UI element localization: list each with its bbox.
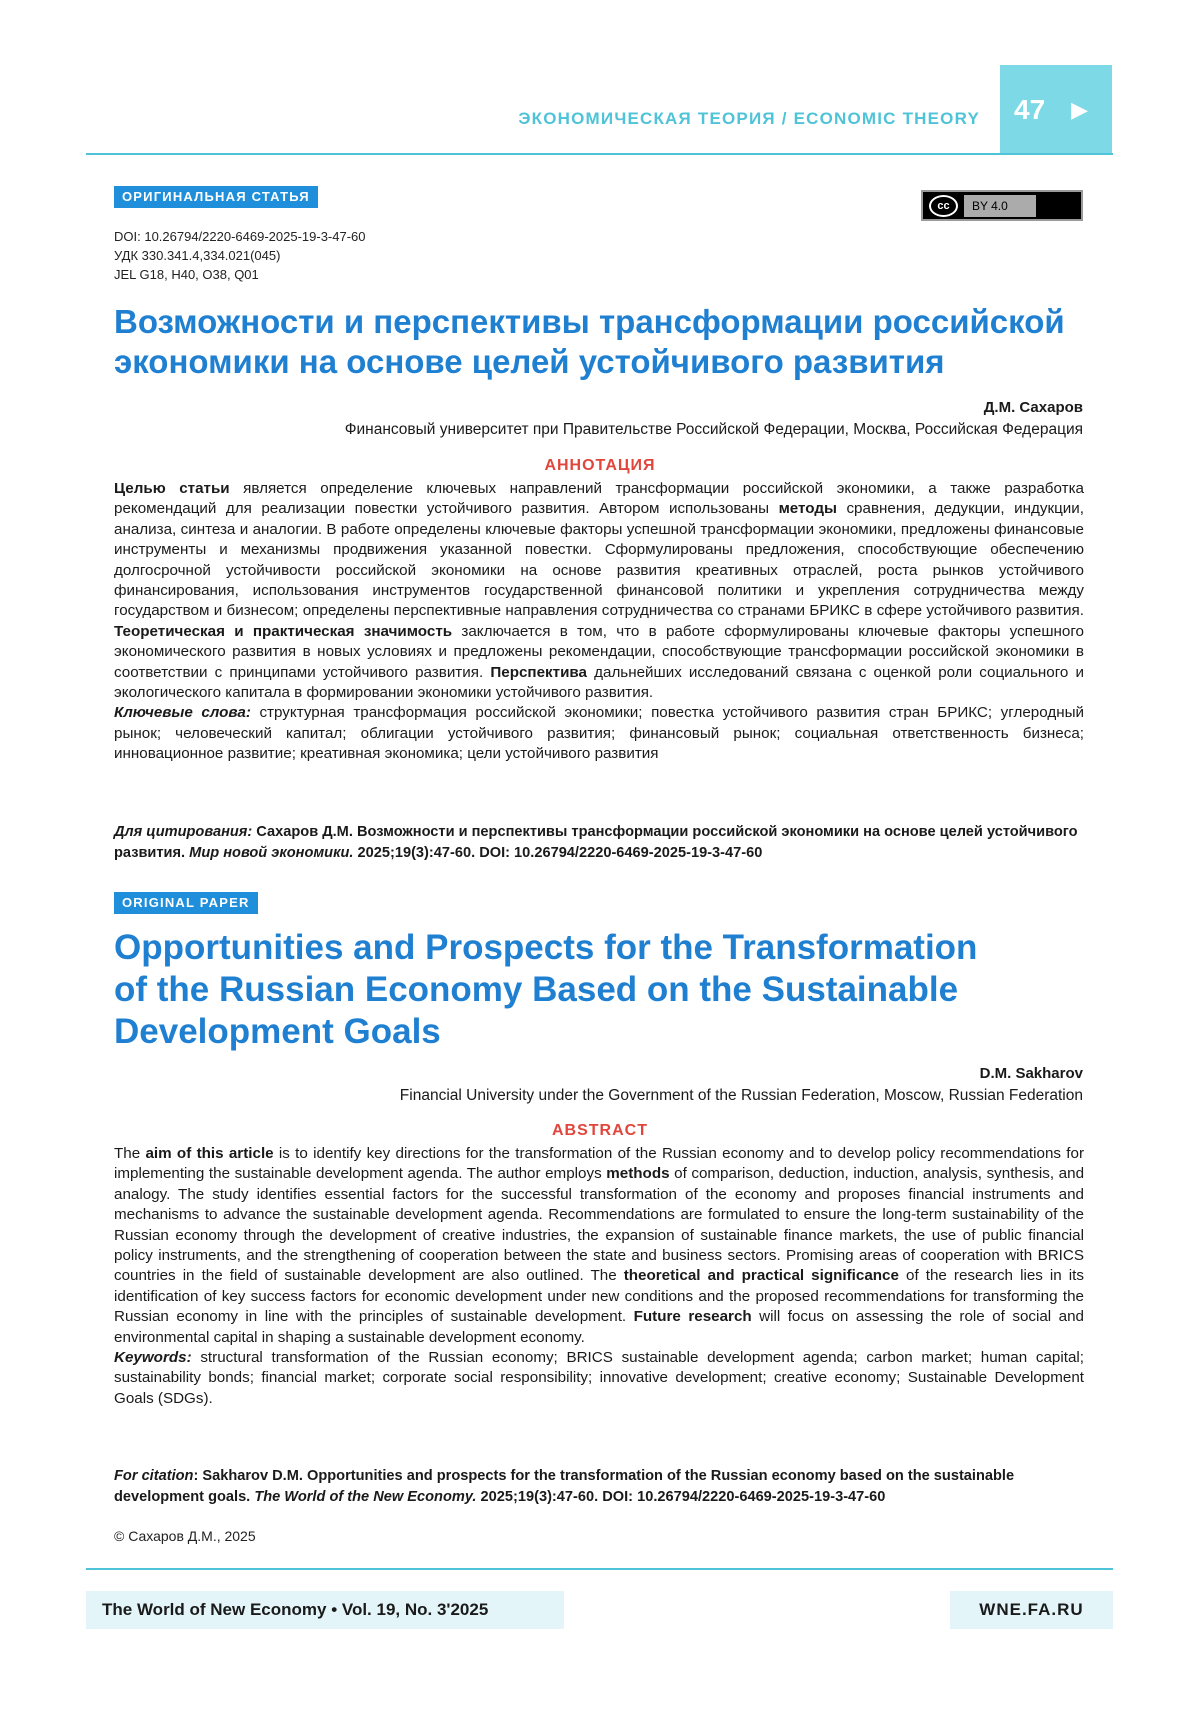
copyright: © Сахаров Д.М., 2025: [114, 1528, 256, 1544]
license-label: BY 4.0: [964, 195, 1036, 217]
title-en-line: Development Goals: [114, 1011, 1104, 1053]
abstract-ru: [114, 479, 1084, 765]
keywords-text: structural transformation of the Russian economy; BRICS sustainable development agenda; carbon market; human capital; sustainability bonds; financial market; corporate social responsibility; innovative development; creative economy; Sustainable Development Goals (SDGs).: [114, 1349, 1084, 1407]
creative-commons-icon: cc: [929, 195, 958, 217]
citation-ru: [114, 822, 1084, 864]
jel: JEL G18, H40, O38, Q01: [114, 265, 366, 284]
citation-label: Для цитирования:: [114, 824, 252, 840]
methods-label: методы: [779, 500, 837, 517]
cc-license-badge[interactable]: [921, 190, 1083, 221]
article-title-en: [114, 927, 1104, 1053]
play-arrow-icon: ▶: [1071, 97, 1088, 123]
future-label: Перспектива: [490, 664, 587, 681]
header-divider: [86, 153, 1113, 155]
significance-label: Теоретическая и практическая значимость: [114, 623, 452, 640]
abstract-text: дальнейших исследований связана с оценкой роли социального и экологического капитала в формировании экономики устойчивого развития.: [114, 664, 1084, 701]
citation-journal: The World of the New Economy.: [254, 1489, 476, 1505]
doi[interactable]: DOI: 10.26794/2220-6469-2025-19-3-47-60: [114, 227, 366, 246]
keywords-label: Keywords:: [114, 1349, 192, 1366]
keywords-label: Ключевые слова:: [114, 704, 251, 721]
article-type-badge-en: ORIGINAL PAPER: [114, 892, 258, 914]
citation-text: : Sakharov D.M. Opportunities and prospects for the transformation of the Russian economy based on the sustainable development goals.: [114, 1468, 1014, 1505]
footer-site-link[interactable]: WNE.FA.RU: [950, 1591, 1113, 1629]
title-ru-line: экономики на основе целей устойчивого развития: [114, 342, 1104, 382]
abstract-text: of comparison, deduction, induction, analysis, synthesis, and analogy. The study identifies essential factors for the successful transformation of the economy and proposes financial instruments and mechanisms to advance the sustainable development agenda. Recommendations are formulated to ensure the long-term sustainability of the Russian economy through the development of creative industries, the expansion of sustainable finance markets, the use of public financial policy instruments, and the strengthening of cooperation between the state and business sectors. Promising areas of cooperation with BRICS countries in the field of sustainable development are also outlined. The: [114, 1165, 1084, 1284]
abstract-text: является определение ключевых направлений трансформации российской экономики, а также разработка рекомендаций для реализации повестки устойчивого развития. Автором использованы: [114, 480, 1084, 517]
udc: УДК 330.341.4,334.021(045): [114, 246, 366, 265]
page-number-tab: [1000, 65, 1112, 155]
abstract-text: is to identify key directions for the transformation of the Russian economy and to develop policy recommendations for implementing the sustainable development agenda. The author employs: [114, 1145, 1084, 1182]
methods-label: methods: [606, 1165, 669, 1182]
citation-label: For citation: [114, 1468, 193, 1484]
affiliation-ru: Финансовый университет при Правительстве Российской Федерации, Москва, Российская Федерация: [345, 421, 1083, 439]
abstract-text: The: [114, 1145, 145, 1162]
abstract-text: will focus on assessing the role of social and environmental capital in shaping a sustainable development economy.: [114, 1308, 1084, 1345]
keywords-ru: [114, 703, 1084, 764]
article-type-badge-ru: ОРИГИНАЛЬНАЯ СТАТЬЯ: [114, 186, 318, 208]
abstract-text: сравнения, дедукции, индукции, анализа, синтеза и аналогии. В работе определены ключевые факторы успешной трансформации экономики, предложены финансовые инструменты и механизмы продвижения указанной повестки. Сформулированы предложения, способствующие обеспечению долгосрочной устойчивости российской экономики на основе развития креативных отраслей, роста рынков устойчивого финансирования, использования инструментов государственной финансовой политики и укрепления сотрудничества между государством и бизнесом; определены перспективные направления сотрудничества со странами БРИКС в сфере устойчивого развития.: [114, 500, 1084, 619]
title-ru-line: Возможности и перспективы трансформации российской: [114, 302, 1104, 342]
author-ru: Д.М. Сахаров: [984, 399, 1083, 416]
title-en-line: of the Russian Economy Based on the Sustainable: [114, 969, 1104, 1011]
page-number: 47: [1014, 94, 1045, 126]
citation-doi[interactable]: 2025;19(3):47-60. DOI: 10.26794/2220-6469-2025-19-3-47-60: [353, 845, 762, 861]
abstract-en: [114, 1144, 1084, 1409]
abstract-heading-en: ABSTRACT: [0, 1122, 1200, 1140]
footer-divider: [86, 1568, 1113, 1570]
abstract-text: of the research lies in its identification of key success factors for economic development under new conditions and the proposed recommendations for transforming the Russian economy in line with the principles of sustainable development.: [114, 1267, 1084, 1325]
keywords-en: [114, 1348, 1084, 1409]
keywords-text: структурная трансформация российской экономики; повестка устойчивого развития стран БРИКС; углеродный рынок; человеческий капитал; облигации устойчивого развития; финансовый рынок; социальная ответственность бизнеса; инновационное развитие; креативная экономика; цели устойчивого развития: [114, 704, 1084, 762]
article-identifiers: [114, 227, 366, 284]
footer-journal: The World of New Economy • Vol. 19, No. 3'2025: [86, 1591, 564, 1629]
aim-label: Целью статьи: [114, 480, 230, 497]
citation-en: [114, 1466, 1084, 1508]
citation-doi[interactable]: 2025;19(3):47-60. DOI: 10.26794/2220-6469-2025-19-3-47-60: [476, 1489, 885, 1505]
significance-label: theoretical and practical significance: [624, 1267, 899, 1284]
abstract-heading-ru: АННОТАЦИЯ: [0, 457, 1200, 475]
author-en: D.M. Sakharov: [980, 1065, 1083, 1082]
section-label: ЭКОНОМИЧЕСКАЯ ТЕОРИЯ / ECONOMIC THEORY: [480, 109, 980, 129]
aim-label: aim of this article: [145, 1145, 273, 1162]
abstract-text: заключается в том, что в работе сформулированы ключевые факторы успешного экономического развития в новых условиях и предложены рекомендации, способствующие трансформации российской экономики в соответствии с принципами устойчивого развития.: [114, 623, 1084, 681]
article-title-ru: [114, 302, 1104, 382]
citation-text: Сахаров Д.М. Возможности и перспективы трансформации российской экономики на основе целей устойчивого развития.: [114, 824, 1078, 861]
affiliation-en: Financial University under the Government of the Russian Federation, Moscow, Russian Federation: [400, 1087, 1083, 1105]
title-en-line: Opportunities and Prospects for the Transformation: [114, 927, 1104, 969]
citation-journal: Мир новой экономики.: [189, 845, 353, 861]
future-label: Future research: [634, 1308, 752, 1325]
